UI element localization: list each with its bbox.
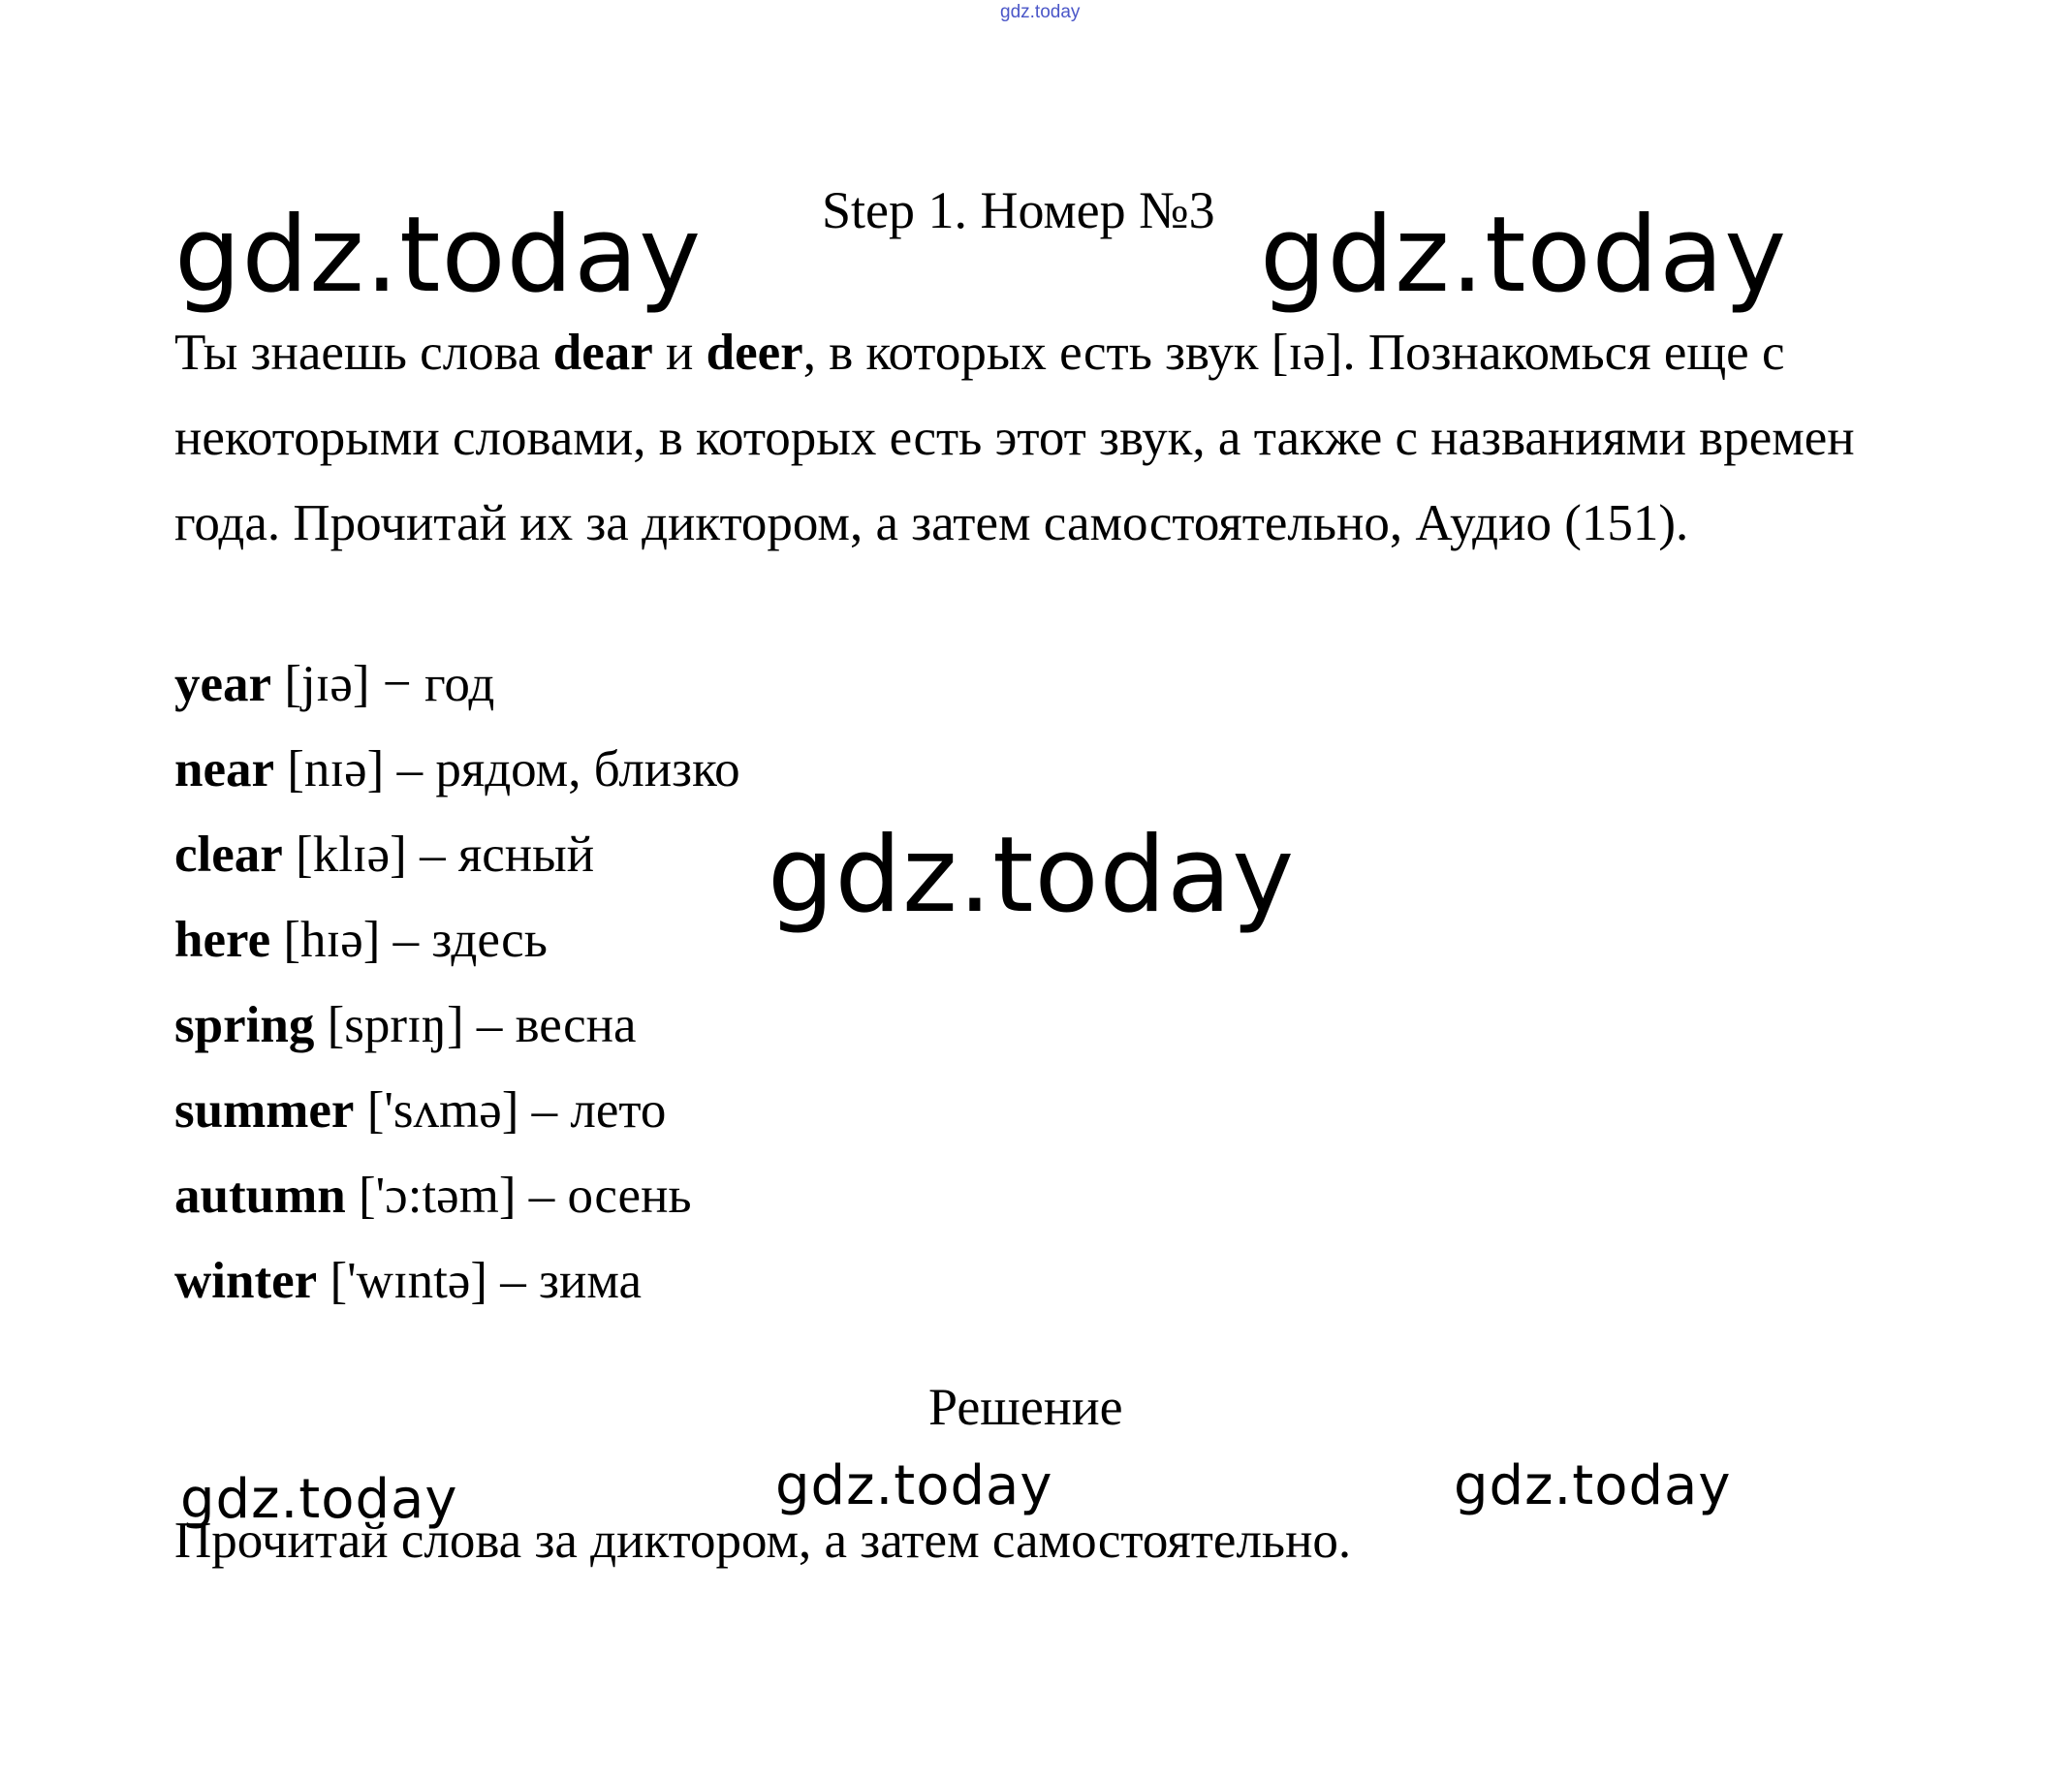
vocabulary-definition: ['sʌmə] – лето <box>354 1082 667 1139</box>
vocabulary-definition: [sprɪŋ] – весна <box>314 997 637 1053</box>
vocabulary-item <box>174 812 740 897</box>
instruction-text: Ты знаешь слова <box>174 325 553 381</box>
vocabulary-word: near <box>174 741 275 797</box>
vocabulary-item <box>174 1153 740 1238</box>
vocabulary-item <box>174 727 740 812</box>
vocabulary-word: here <box>174 912 271 968</box>
vocabulary-word: clear <box>174 827 283 883</box>
solution-title: Решение <box>928 1378 1123 1436</box>
instruction-word-dear: dear <box>552 325 653 381</box>
vocabulary-list <box>174 641 740 1324</box>
source-link[interactable]: gdz.today <box>1000 2 1081 22</box>
vocabulary-definition: ['ɔ:təm] – осень <box>345 1168 692 1224</box>
watermark: gdz.today <box>174 195 703 316</box>
vocabulary-definition: [nɪə] – рядом, близко <box>274 741 740 797</box>
vocabulary-definition: [hɪə] – здесь <box>270 912 548 968</box>
vocabulary-definition: [klɪə] – ясный <box>282 827 595 883</box>
vocabulary-word: winter <box>174 1253 318 1309</box>
watermark: gdz.today <box>775 1454 1053 1517</box>
exercise-instruction <box>174 310 1880 566</box>
exercise-title: Step 1. Номер №3 <box>822 181 1215 239</box>
vocabulary-item <box>174 897 740 983</box>
vocabulary-definition: ['wɪntə] – зима <box>317 1253 643 1309</box>
instruction-word-deer: deer <box>706 325 803 381</box>
watermark: gdz.today <box>1260 195 1788 316</box>
watermark: gdz.today <box>180 1468 458 1531</box>
vocabulary-item <box>174 641 740 727</box>
vocabulary-definition: [jɪə] − год <box>271 656 495 712</box>
vocabulary-item <box>174 983 740 1068</box>
instruction-text: и <box>652 325 706 381</box>
vocabulary-word: year <box>174 656 272 712</box>
solution-text: Прочитай слова за диктором, а затем самостоятельно. <box>174 1513 1352 1569</box>
vocabulary-item <box>174 1238 740 1324</box>
watermark: gdz.today <box>1454 1454 1732 1517</box>
watermark: gdz.today <box>768 815 1296 936</box>
vocabulary-word: spring <box>174 997 315 1053</box>
vocabulary-word: autumn <box>174 1168 346 1224</box>
vocabulary-word: summer <box>174 1082 355 1139</box>
instruction-text: , в которых есть звук [ɪə]. Познакомься еще с некоторыми словами, в которых есть этот звук, а также с названиями времен года. Прочитай их за диктором, а затем самостоятельно, Аудио (151). <box>174 325 1855 551</box>
vocabulary-item <box>174 1068 740 1153</box>
